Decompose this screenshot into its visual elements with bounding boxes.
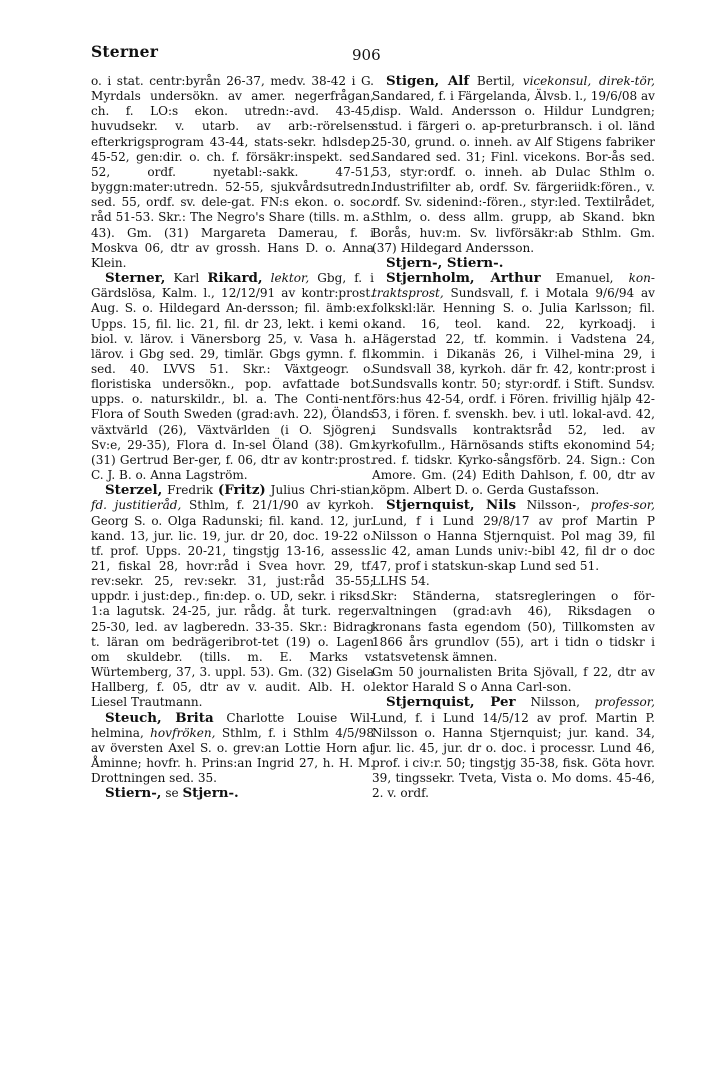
right-column bbox=[372, 74, 655, 802]
entry-headword: Steuch, Brita bbox=[105, 709, 214, 726]
entry-llhs: LLHS 54. bbox=[372, 574, 430, 589]
entry-given-names: Nilsson-, bbox=[515, 498, 591, 513]
entry-given-names-cont: Julius Chri-stian, bbox=[265, 483, 375, 498]
entry-stiern-crossref bbox=[91, 786, 374, 801]
entry-given-names: Emanuel, bbox=[540, 271, 629, 286]
entry-title: hovfröken, bbox=[150, 725, 216, 740]
entry-steuch-brita bbox=[91, 711, 374, 787]
entry-given-names: Fredrik bbox=[162, 483, 218, 498]
entry-title: fd. justitieråd, bbox=[91, 498, 182, 513]
entry-text: Lund, f. i Lund 14/5/12 av prof. Martin P. Nilsson o. Hanna Stjernquist; jur. kand. 34, jur. lic. 45, jur. dr o. doc. i processr. Lund 46, prof. i civ:r. 50; tingstjg 35-38, fisk. Göta hovr. 39, tingssekr. Tveta, Vista o. Mo doms. 45-46, 2. v. ordf. bbox=[372, 710, 655, 801]
crossref-target: Stjern-. bbox=[182, 785, 239, 802]
entry-marriage: Gm 50 journalisten Brita Sjövall, f 22, dtr av lektor Harald S o Anna Carl-son. bbox=[372, 665, 655, 695]
entry-headword: Stjernholm, Arthur bbox=[386, 270, 541, 287]
entry-title: lektor, bbox=[270, 271, 310, 286]
entry-writings: Skr: Ständerna, statsregleringen o för-valtningen (grad:avh 46), Riksdagen o kronans fasta egendom (50), Tillkomsten av 1866 års grundlov (55), art i tidn o tidskr i statsvetensk ämnen. bbox=[372, 589, 655, 664]
entry-title: professor, bbox=[594, 695, 655, 710]
entry-given-names: Bertil, bbox=[469, 74, 523, 88]
crossref-see: se bbox=[161, 786, 183, 801]
entry-stjernquist-nils bbox=[372, 498, 655, 574]
entry-text: Lund, f i Lund 29/8/17 av prof Martin P Nilsson o Hanna Stjernquist. Pol mag 39, fil lic 42, aman Lunds univ:-bibl 42, fil dr o doc 47, prof i statskun-skap Lund sed 51. bbox=[372, 513, 655, 573]
entry-given-names: Nilsson, bbox=[515, 695, 595, 710]
entry-headword: Stigen, Alf bbox=[386, 73, 470, 89]
entry-text: Sandared, f. i Färgelanda, Älvsb. l., 19/6/08 av disp. Wald. Andersson o. Hildur Lundgren; stud. i färgeri o. ap-preturbransch. i ol. länd 25-30, grund. o. inneh. av Alf Stigens fabriker Sandared sed. 31; Finl. vicekons. Bor-ås sed. 53, styr:ordf. o. inneh. ab Dulac Sthlm o. Industrifilter ab, ordf. Sv. färgeriidk:fören., v. ordf. Sv. sidenind:-fören., styr:led. Textilrådet, Sthlm, o. dess allm. grupp, ab Skand. bkn Borås, huv:m. Sv. livförsäkr:ab Sthlm. Gm. (37) Hildegard Andersson. bbox=[372, 89, 655, 255]
entry-stjernquist-per bbox=[372, 695, 655, 801]
entry-stigen-alf bbox=[372, 74, 655, 256]
entry-sterzel-fredrik bbox=[91, 483, 374, 710]
entry-headword: Sterzel, bbox=[105, 482, 163, 499]
entry-given-names: Charlotte Louise Wil-helmina, bbox=[91, 710, 374, 740]
entry-text: Sundsvall, f. i Motala 9/6/94 av folkskl:lär. Henning S. o. Julia Karlsson; fil. kand. 16, teol. kand. 22, kyrkoadj. i Hägerstad 22, tf. kommin. i Vadstena 24, kommin. i Dikanäs 26, i Vilhel-mina 29, i Sundsvall 38, kyrkoh. där fr. 42, kontr:prost i Sundsvalls kontr. 50; styr:ordf. i Stift. Sundsv. förs:hus 42-54, ordf. i Fören. frivillig hjälp 42-53, i fören. f. svenskh. bev. i utl. lokal-avd. 42, i Sundsvalls kontraktsråd 52, led. av kyrkofullm., Härnösands stifts ekonomind 54; red. f. tidskr. Kyrko-sångsförb. 24. Sign.: Con Amore. Gm. (24) Edith Dahlson, f. 00, dtr av köpm. Albert D. o. Gerda Gustafsson. bbox=[372, 286, 655, 498]
running-head: Sterner bbox=[91, 42, 159, 61]
entry-sterner-karl-rikard bbox=[91, 271, 374, 483]
entry-given-names: Karl bbox=[165, 271, 208, 286]
entry-text: Sthlm, f. i Sthlm 4/5/98 av översten Axel S. o. grev:an Lottie Horn af Åminne; hovfr. h. Prins:an Ingrid 27, h. H. M. Drottningen sed. 35. bbox=[91, 725, 374, 786]
entry-headword: Stjern-, Stiern-. bbox=[386, 254, 504, 271]
entry-title: profes-sor, bbox=[590, 498, 655, 513]
entry-title: vicekonsul, direk-tör, bbox=[522, 74, 655, 88]
left-column bbox=[91, 74, 374, 802]
entry-text: Gbg, f. i Gärdslösa, Kalm. l., 12/12/91 av kontr:prost. Aug. S. o. Hildegard An-dersson; fil. ämb:ex. Upps. 15, fil. lic. 21, fil. dr 23, lekt. i kemi o. biol. v. lärov. i Vänersborg 25, v. Vasa h. a. lärov. i Gbg sed. 29, timlär. Gbgs gymn. f. fl. sed. 40. LVVS 51. Skr.: Växtgeogr. o. floristiska undersökn., pop. avfattade bot. upps. o. naturskildr., bl. a. The Conti-nent. Flora of South Sweden (grad:avh. 22), Ölands växtvärld (26), Växtvärlden (i O. Sjögren, Sv:e, 29-35), Flora d. In-sel Öland (38). Gm. (31) Gertrud Ber-ger, f. 06, dtr av kontr:prost. C. J. B. o. Anna Lagström. bbox=[91, 271, 374, 483]
entry-call-name: (Fritz) bbox=[217, 482, 266, 499]
entry-headword: Stiern-, bbox=[105, 785, 162, 802]
entry-space bbox=[263, 271, 271, 285]
entry-stjernholm-arthur bbox=[372, 271, 655, 498]
entry-title: kon-traktsprost, bbox=[372, 271, 655, 301]
entry-headword: Sterner, bbox=[105, 270, 166, 287]
entry-call-name: Rikard, bbox=[207, 270, 263, 287]
entry-stjern-heading bbox=[372, 256, 655, 271]
entry-headword: Stjernquist, Per bbox=[386, 694, 516, 711]
continued-entry-text: o. i stat. centr:byrån 26-37, medv. 38-42 i G. Myrdals undersökn. av amer. negerfrågan, ch. f. LO:s ekon. utredn:-avd. 43-45, huvudsekr. v. utarb. av arb:-rörelsens efterkrigsprogram 43-44, stats-sekr. hdlsdep. 45-52, gen:dir. o. ch. f. försäkr:inspekt. sed. 52, ordf. nyetabl:-sakk. 47-51, byggn:mater:utredn. 52-55, sjukvårdsutredn. sed. 55, ordf. sv. dele-gat. FN:s ekon. o. soc. råd 51-53. Skr.: The Negro's Share (tills. m. a. 43). Gm. (31) Margareta Damerau, f. i Moskva 06, dtr av grossh. Hans D. o. Anna Klein. bbox=[91, 74, 374, 270]
entry-text: Sthlm, f. 21/1/90 av kyrkoh. Georg S. o. Olga Radunski; fil. kand. 12, jur. kand. 13, jur. lic. 19, jur. dr 20, doc. 19-22 o. tf. prof. Upps. 20-21, tingstjg 13-16, assess. 21, fiskal 28, hovr:råd i Svea hovr. 29, tf. rev:sekr. 25, rev:sekr. 31, just:råd 35-55; uppdr. i just:dep., fin:dep. o. UD, sekr. i riksd. 1:a lagutsk. 24-25, jur. rådg. åt turk. reger. 25-30, led. av lagberedn. 33-35. Skr.: Bidrag t. läran om bedrägeribrot-tet (19) o. Lagen om skuldebr. (tills. m. E. Marks v. Würtemberg, 37, 3. uppl. 53). Gm. (32) Gisela Hallberg, f. 05, dtr av v. audit. Alb. H. o. Liesel Trautmann. bbox=[91, 498, 374, 710]
page-number: 906 bbox=[352, 46, 381, 64]
entry-headword: Stjernquist, Nils bbox=[386, 497, 516, 514]
